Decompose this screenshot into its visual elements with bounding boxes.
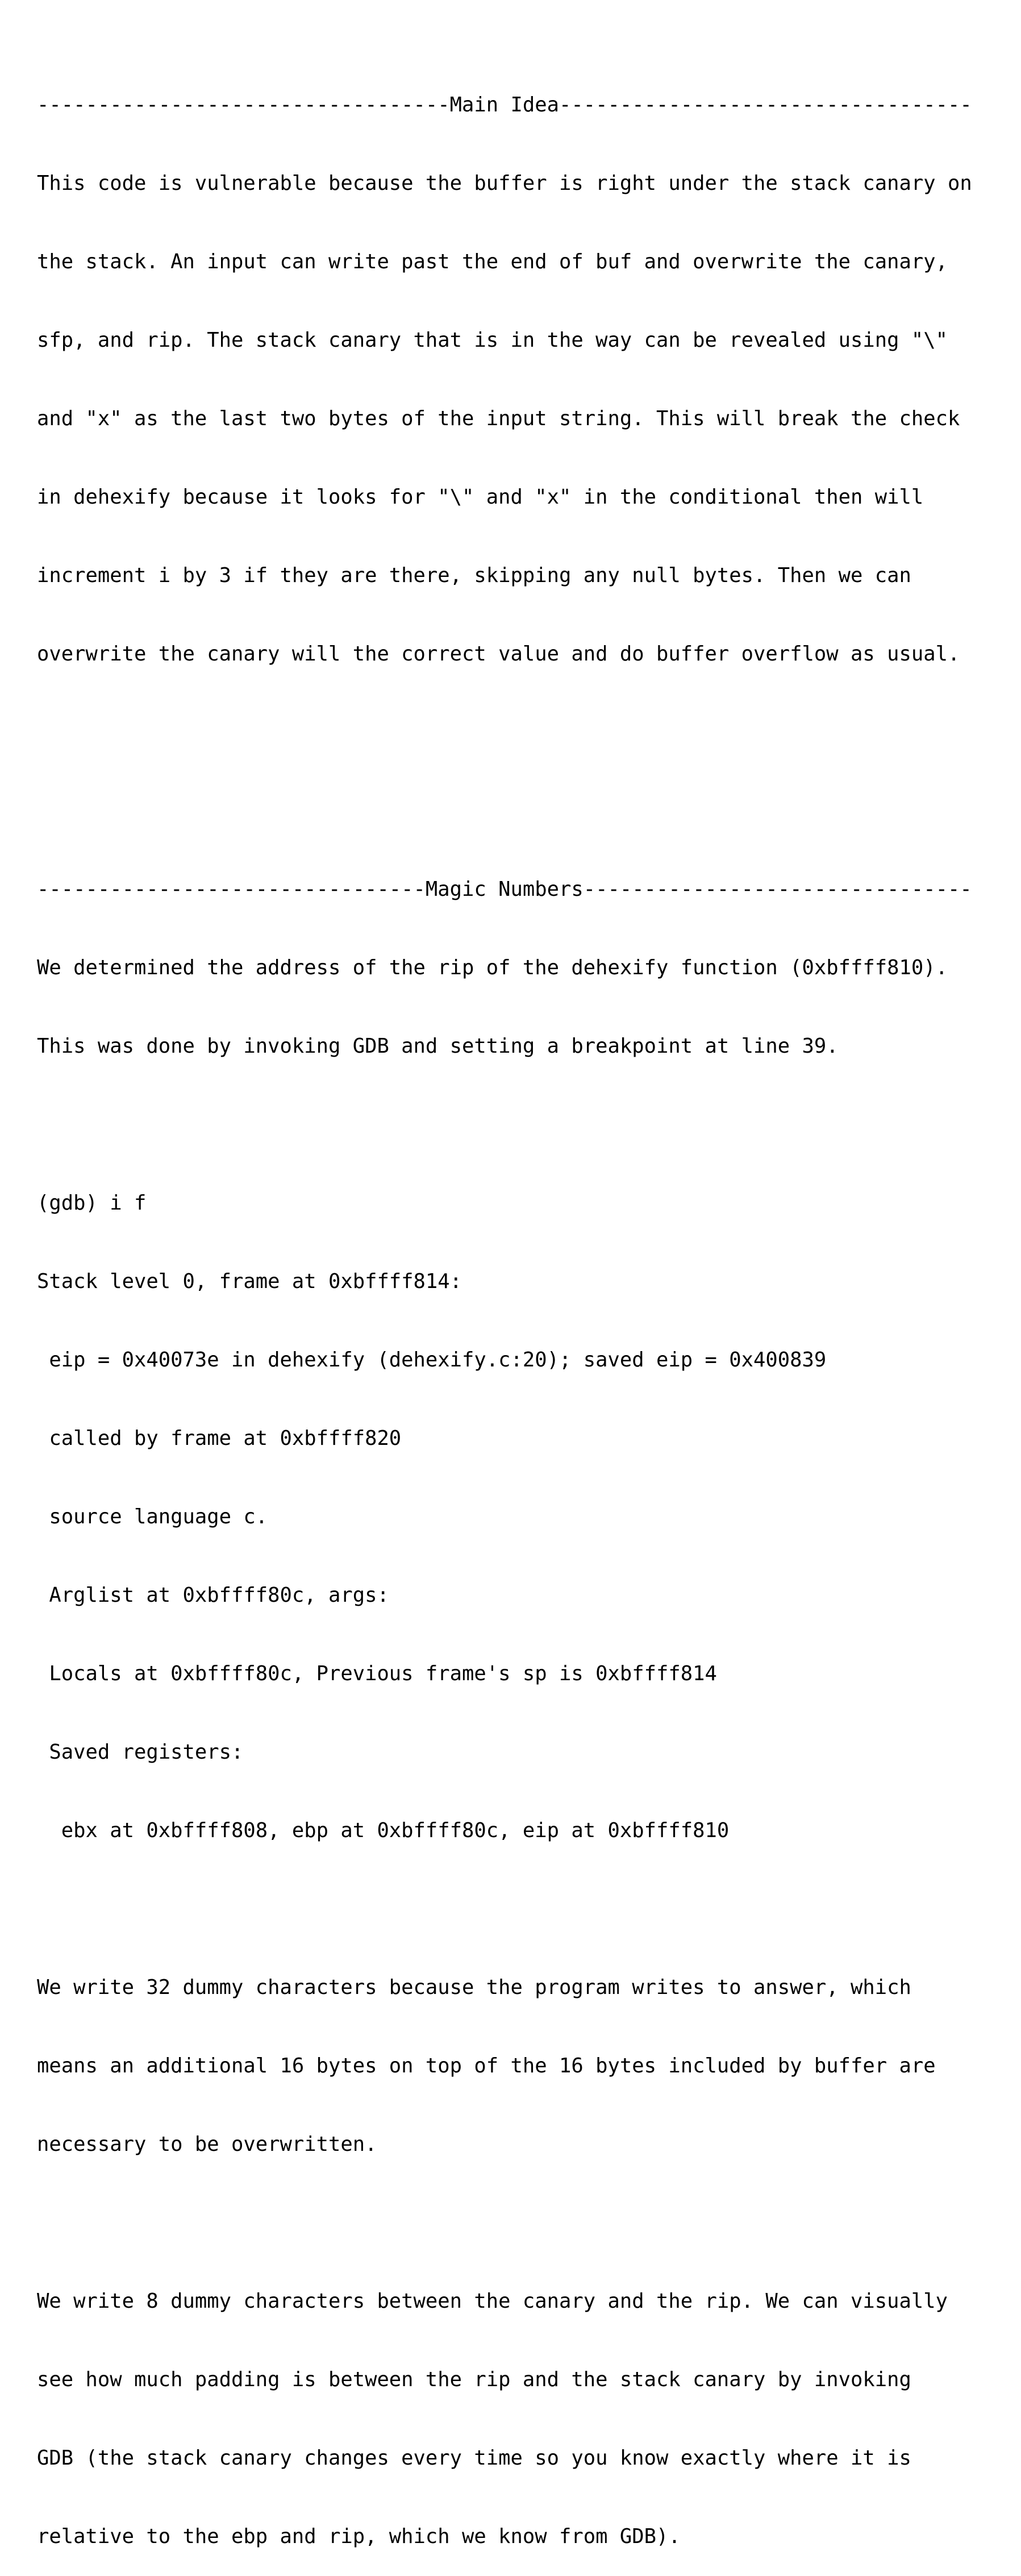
gdb-output-line: Saved registers: <box>37 1740 244 1764</box>
section-header-main-idea: ----------------------------------Main Idea---------------------------------- <box>37 93 972 117</box>
paragraph-2-line: see how much padding is between the rip and the stack canary by invoking <box>37 2368 911 2391</box>
paragraph-1-line: We write 32 dummy characters because the program writes to answer, which <box>37 1976 911 1999</box>
main-idea-line: in dehexify because it looks for "\" and "x" in the conditional then will <box>37 485 924 509</box>
gdb-output-line: Locals at 0xbffff80c, Previous frame's sp is 0xbffff814 <box>37 1662 717 1685</box>
main-idea-line: This code is vulnerable because the buffer is right under the stack canary on <box>37 172 972 195</box>
main-idea-line: and "x" as the last two bytes of the input string. This will break the check <box>37 407 960 430</box>
main-idea-line: the stack. An input can write past the end of buf and overwrite the canary, <box>37 250 948 273</box>
spacer <box>37 2210 1003 2236</box>
spacer <box>37 798 1003 824</box>
gdb-output-line: source language c. <box>37 1505 268 1528</box>
magic-numbers-intro-line: We determined the address of the rip of the dehexify function (0xbffff810). <box>37 956 948 979</box>
document-body <box>37 40 1003 2576</box>
gdb-output-line: called by frame at 0xbffff820 <box>37 1427 402 1450</box>
spacer <box>37 1896 1003 1922</box>
paragraph-1-line: necessary to be overwritten. <box>37 2133 377 2156</box>
gdb-output-line: ebx at 0xbffff808, ebp at 0xbffff80c, eip at 0xbffff810 <box>37 1819 730 1842</box>
main-idea-line: increment i by 3 if they are there, skipping any null bytes. Then we can <box>37 564 911 587</box>
main-idea-line: sfp, and rip. The stack canary that is in the way can be revealed using "\" <box>37 329 948 352</box>
paragraph-2-line: GDB (the stack canary changes every time so you know exactly where it is <box>37 2446 911 2470</box>
spacer <box>37 720 1003 746</box>
paragraph-1-line: means an additional 16 bytes on top of the 16 bytes included by buffer are <box>37 2054 936 2078</box>
paragraph-2-line: relative to the ebp and rip, which we know from GDB). <box>37 2525 681 2548</box>
gdb-output-line: Arglist at 0xbffff80c, args: <box>37 1584 389 1607</box>
spacer <box>37 1112 1003 1138</box>
magic-numbers-intro-line: This was done by invoking GDB and setting a breakpoint at line 39. <box>37 1034 839 1058</box>
gdb-output-line: (gdb) i f <box>37 1191 147 1215</box>
section-header-magic-numbers: --------------------------------Magic Numbers-------------------------------- <box>37 878 972 901</box>
paragraph-2-line: We write 8 dummy characters between the canary and the rip. We can visually <box>37 2290 948 2313</box>
gdb-output-line: eip = 0x40073e in dehexify (dehexify.c:20); saved eip = 0x400839 <box>37 1348 827 1372</box>
main-idea-line: overwrite the canary will the correct value and do buffer overflow as usual. <box>37 642 960 666</box>
gdb-output-line: Stack level 0, frame at 0xbffff814: <box>37 1270 462 1293</box>
